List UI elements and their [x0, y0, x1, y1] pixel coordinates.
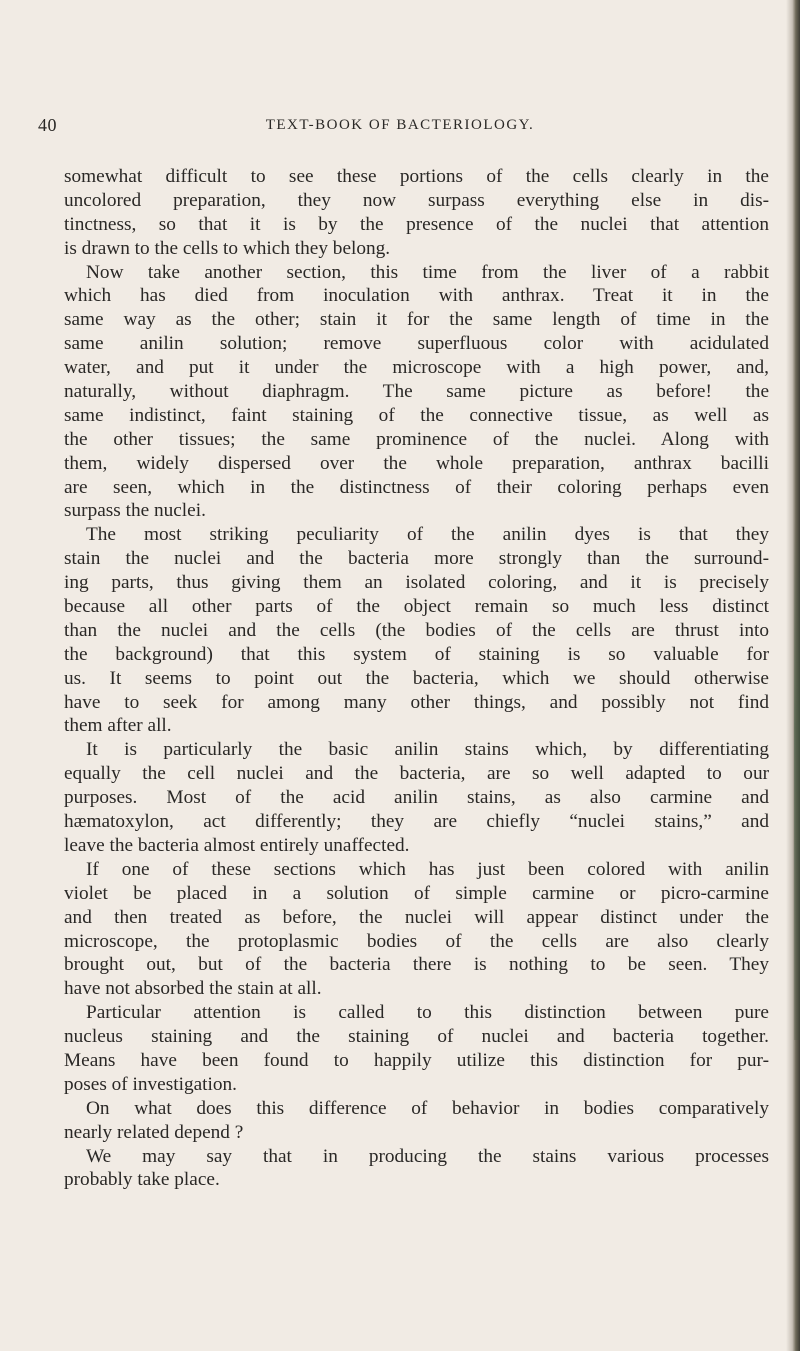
text-line: is drawn to the cells to which they belong. [64, 237, 391, 259]
text-line: equally the cell nuclei and the bacteria, are so well adapted to our [64, 763, 769, 785]
text-line: because all other parts of the object remain so much less distinct [64, 596, 769, 618]
text-line: tinctness, so that it is by the presence of the nuclei that attention [64, 213, 769, 235]
text-line: than the nuclei and the cells (the bodies of the cells are thrust into [64, 619, 769, 641]
page-edge-shadow [786, 0, 800, 1351]
text-line: are seen, which in the distinctness of their coloring perhaps even [64, 476, 769, 498]
running-title: TEXT-BOOK OF BACTERIOLOGY. [265, 117, 535, 133]
text-line: naturally, without diaphragm. The same picture as before! the [64, 381, 769, 403]
text-line: violet be placed in a solution of simple carmine or picro-carmine [64, 882, 769, 904]
text-line: uncolored preparation, they now surpass everything else in dis- [64, 189, 769, 211]
text-line: and then treated as before, the nuclei will appear distinct under the [64, 906, 769, 928]
text-line: It is particularly the basic anilin stains which, by differentiating [86, 739, 769, 761]
text-line: same indistinct, faint staining of the connective tissue, as well as [64, 404, 769, 426]
text-line: Means have been found to happily utilize this distinction for pur- [64, 1049, 769, 1071]
text-line: microscope, the protoplasmic bodies of the cells are also clearly [64, 930, 769, 952]
text-line: the other tissues; the same prominence of the nuclei. Along with [64, 428, 769, 450]
text-line: nearly related depend ? [64, 1121, 244, 1143]
text-line: same anilin solution; remove superfluous color with acidulated [64, 333, 769, 355]
text-line: brought out, but of the bacteria there is nothing to be seen. They [64, 954, 769, 976]
text-line: water, and put it under the microscope with a high power, and, [64, 357, 769, 379]
text-line: If one of these sections which has just been colored with anilin [86, 858, 769, 880]
text-line: us. It seems to point out the bacteria, which we should otherwise [64, 667, 769, 689]
body-text [64, 165, 769, 1192]
text-line: On what does this difference of behavior in bodies comparatively [86, 1097, 769, 1119]
text-line: the background) that this system of staining is so valuable for [64, 643, 769, 665]
text-line: We may say that in producing the stains various processes [86, 1145, 769, 1167]
text-line: purposes. Most of the acid anilin stains, as also carmine and [64, 787, 769, 809]
text-line: The most striking peculiarity of the anilin dyes is that they [86, 524, 769, 546]
text-line: stain the nuclei and the bacteria more strongly than the surround- [64, 548, 769, 570]
text-line: hæmatoxylon, act differently; they are chiefly “nuclei stains,” and [64, 811, 769, 833]
text-line: have not absorbed the stain at all. [64, 978, 322, 1000]
text-line: Now take another section, this time from the liver of a rabbit [86, 261, 769, 283]
text-line: leave the bacteria almost entirely unaffected. [64, 834, 410, 856]
text-line: have to seek for among many other things, and possibly not find [64, 691, 769, 713]
text-line: somewhat difficult to see these portions of the cells clearly in the [64, 166, 769, 187]
text-line: poses of investigation. [64, 1073, 237, 1095]
page-number: 40 [38, 115, 57, 135]
text-line: nucleus staining and the staining of nuclei and bacteria together. [64, 1026, 769, 1048]
text-line: them, widely dispersed over the whole preparation, anthrax bacilli [64, 452, 769, 474]
text-line: probably take place. [64, 1169, 220, 1191]
text-line: same way as the other; stain it for the same length of time in the [64, 309, 769, 331]
text-line: Particular attention is called to this distinction between pure [86, 1002, 769, 1024]
text-line: which has died from inoculation with anthrax. Treat it in the [64, 285, 769, 307]
text-line: them after all. [64, 715, 172, 737]
text-line: ing parts, thus giving them an isolated coloring, and it is precisely [64, 572, 769, 594]
text-line: surpass the nuclei. [64, 500, 206, 522]
